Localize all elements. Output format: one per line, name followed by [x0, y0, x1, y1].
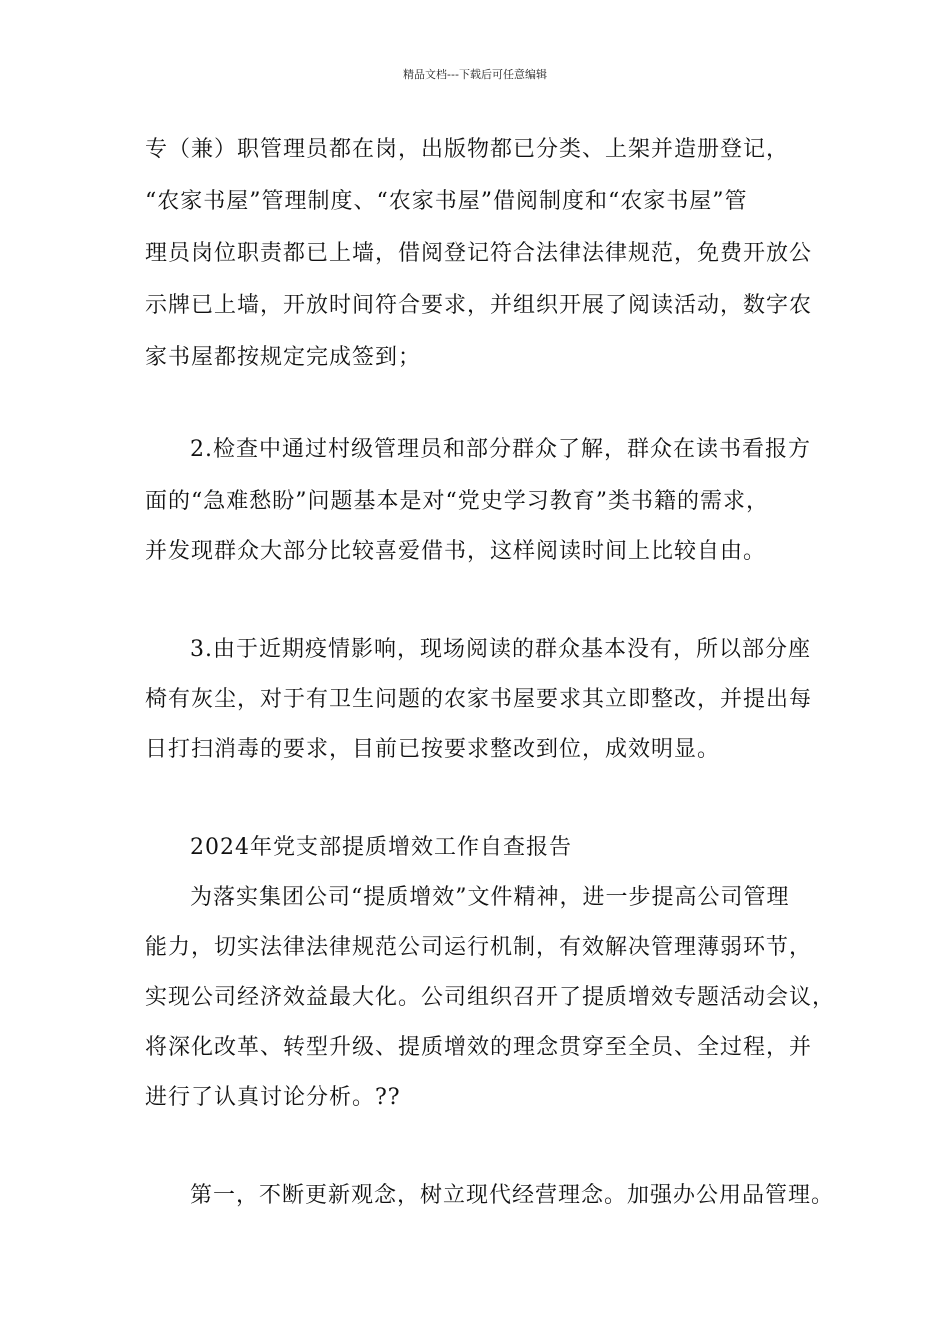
- text-line: “农家书屋”管理制度、“农家书屋”借阅制度和“农家书屋”管: [145, 189, 748, 214]
- text-line: 第一，不断更新观念，树立现代经营理念。加强办公用品管理。: [190, 1183, 835, 1208]
- text-line: 日打扫消毒的要求，目前已按要求整改到位，成效明显。: [145, 737, 721, 762]
- text-line: 椅有灰尘，对于有卫生问题的农家书屋要求其立即整改，并提出每: [145, 687, 813, 712]
- text-line: 能力，切实法律法律规范公司运行机制，有效解决管理薄弱环节，: [145, 935, 813, 960]
- text-line: 示牌已上墙，开放时间符合要求，并组织开展了阅读活动，数字农: [145, 293, 813, 318]
- text-line: 理员岗位职责都已上墙，借阅登记符合法律法律规范，免费开放公: [145, 241, 813, 266]
- text-line: 专（兼）职管理员都在岗，出版物都已分类、上架并造册登记，: [145, 137, 790, 162]
- text-line: 家书屋都按规定完成签到；: [145, 345, 422, 370]
- text-line: 3.由于近期疫情影响，现场阅读的群众基本没有，所以部分座: [190, 637, 811, 662]
- text-line: 实现公司经济效益最大化。公司组织召开了提质增效专题活动会议，: [145, 985, 836, 1010]
- text-line: 进行了认真讨论分析。??: [145, 1085, 401, 1110]
- page-header: 精品文档---下载后可任意编辑: [403, 68, 547, 81]
- report-title: 2024年党支部提质增效工作自查报告: [190, 835, 572, 860]
- text-line: 面的“急难愁盼”问题基本是对“党史学习教育”类书籍的需求，: [145, 489, 769, 514]
- text-line: 并发现群众大部分比较喜爱借书，这样阅读时间上比较自由。: [145, 539, 767, 564]
- text-line: 2.检查中通过村级管理员和部分群众了解，群众在读书看报方: [190, 437, 811, 462]
- text-line: 为落实集团公司“提质增效”文件精神，进一步提高公司管理: [190, 885, 790, 910]
- text-line: 将深化改革、转型升级、提质增效的理念贯穿至全员、全过程，并: [145, 1035, 813, 1060]
